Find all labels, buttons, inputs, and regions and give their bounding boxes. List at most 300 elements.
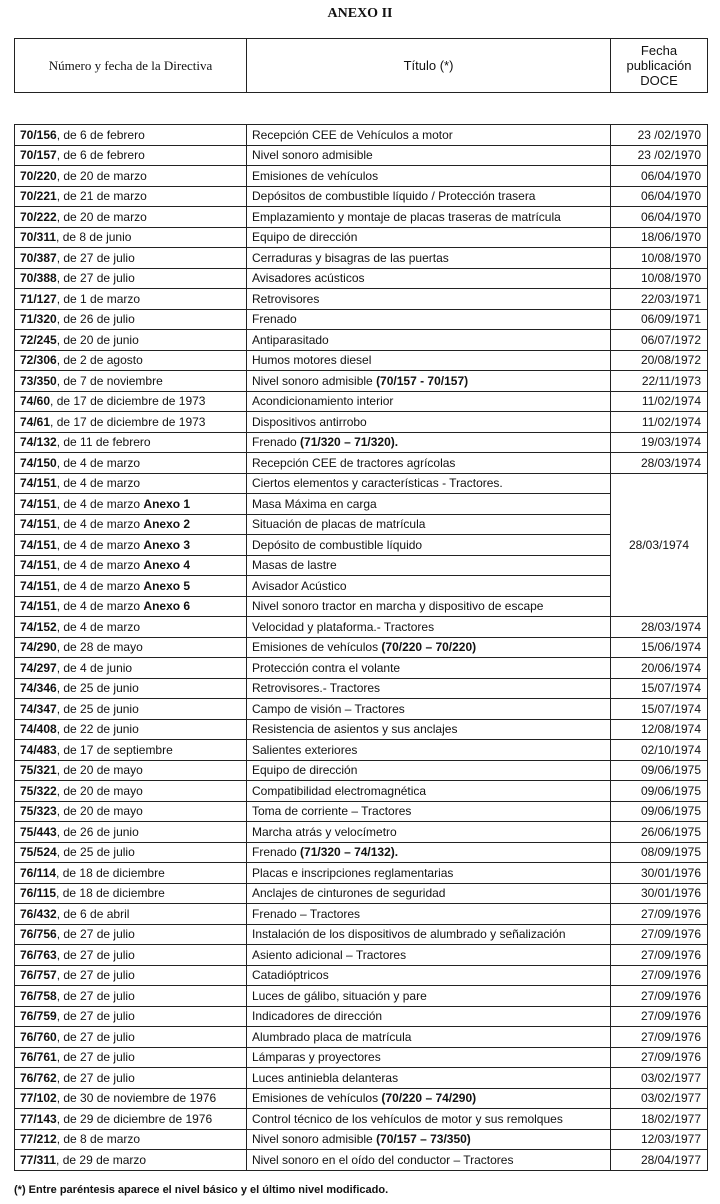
- directive-date: , de 27 de julio: [56, 250, 135, 265]
- title-cell: [247, 412, 611, 433]
- directive-title: Frenado: [252, 845, 301, 860]
- title-cell: [247, 801, 611, 822]
- directive-date: , de 29 de diciembre de 1976: [56, 1111, 213, 1126]
- directive-date: , de 17 de diciembre de 1973: [50, 394, 206, 409]
- directive-title: Equipo de dirección: [252, 763, 358, 778]
- directive-number: 72/306: [20, 353, 57, 368]
- directive-title: Frenado – Tractores: [252, 906, 361, 921]
- directive-number: 75/323: [20, 804, 57, 819]
- directive-cell: [15, 740, 247, 761]
- directive-title: Nivel sonoro en el oído del conductor – Tractores: [252, 1152, 514, 1167]
- directive-date: , de 6 de febrero: [56, 148, 145, 163]
- title-cell: [247, 883, 611, 904]
- table-row: [15, 268, 708, 289]
- directive-cell: [15, 822, 247, 843]
- directive-annex: Anexo 1: [143, 496, 191, 511]
- directive-title: Antiparasitado: [252, 332, 329, 347]
- title-cell: [247, 965, 611, 986]
- directive-annex: Anexo 2: [143, 517, 191, 532]
- directive-title: Avisadores acústicos: [252, 271, 365, 286]
- table-row: [15, 412, 708, 433]
- directive-cell: [15, 350, 247, 371]
- publication-date: 19/03/1974: [611, 432, 708, 453]
- directive-number: 71/320: [20, 312, 57, 327]
- table-row: [15, 391, 708, 412]
- table-row: [15, 658, 708, 679]
- title-cell: [247, 268, 611, 289]
- directive-date: , de 27 de julio: [56, 1050, 135, 1065]
- directive-number: 74/151: [20, 496, 57, 511]
- directive-number: 70/156: [20, 127, 57, 142]
- directive-date: , de 17 de septiembre: [56, 742, 173, 757]
- title-cell: [247, 125, 611, 146]
- title-cell: [247, 822, 611, 843]
- title-cell: [247, 740, 611, 761]
- directive-date: , de 4 de junio: [56, 660, 133, 675]
- publication-date: 06/09/1971: [611, 309, 708, 330]
- directive-date: , de 20 de mayo: [56, 763, 143, 778]
- directive-number: 74/60: [20, 394, 51, 409]
- directive-title: Ciertos elementos y características - Tractores.: [252, 476, 503, 491]
- table-row: [15, 227, 708, 248]
- directive-date: , de 20 de mayo: [56, 783, 143, 798]
- publication-date: 02/10/1974: [611, 740, 708, 761]
- directive-title: Emisiones de vehículos: [252, 1091, 382, 1106]
- directive-number: 77/212: [20, 1132, 57, 1147]
- title-cell: [247, 1047, 611, 1068]
- directive-date: , de 27 de julio: [56, 1029, 135, 1044]
- directive-title: Compatibilidad electromagnética: [252, 783, 427, 798]
- title-cell: [247, 432, 611, 453]
- publication-date: 08/09/1975: [611, 842, 708, 863]
- directive-cell: [15, 1109, 247, 1130]
- publication-date: 12/08/1974: [611, 719, 708, 740]
- title-cell: [247, 719, 611, 740]
- directive-number: 70/157: [20, 148, 57, 163]
- directive-number: 74/151: [20, 476, 57, 491]
- table-row: [15, 1068, 708, 1089]
- publication-date: 28/03/1974: [611, 453, 708, 474]
- directive-cell: [15, 248, 247, 269]
- directive-annex: Anexo 3: [143, 537, 191, 552]
- directive-number: 76/757: [20, 968, 57, 983]
- header-pub-line1: Fecha: [640, 43, 678, 58]
- title-cell: [247, 555, 611, 576]
- title-cell: [247, 924, 611, 945]
- directive-date: , de 2 de agosto: [56, 353, 143, 368]
- table-row: [15, 904, 708, 925]
- directive-number: 70/311: [20, 230, 57, 245]
- directive-date: , de 6 de febrero: [56, 127, 145, 142]
- title-cell: [247, 617, 611, 638]
- directive-title: Nivel sonoro admisible: [252, 1132, 377, 1147]
- directive-date: , de 4 de marzo: [56, 578, 144, 593]
- title-cell: [247, 1129, 611, 1150]
- directive-title: Depósitos de combustible líquido / Protección trasera: [252, 189, 536, 204]
- directive-cell: [15, 842, 247, 863]
- directive-title: Anclajes de cinturones de seguridad: [252, 886, 446, 901]
- table-row: [15, 350, 708, 371]
- table-row: [15, 1109, 708, 1130]
- table-row: [15, 186, 708, 207]
- publication-date: 06/04/1970: [611, 166, 708, 187]
- directive-cell: [15, 227, 247, 248]
- publication-date: 10/08/1970: [611, 248, 708, 269]
- level-reference: (70/157 - 70/157): [376, 373, 469, 388]
- title-cell: [247, 186, 611, 207]
- directive-cell: [15, 863, 247, 884]
- directive-number: 77/143: [20, 1111, 57, 1126]
- directive-number: 75/524: [20, 845, 57, 860]
- directive-title: Luces de gálibo, situación y pare: [252, 988, 427, 1003]
- table-row: [15, 248, 708, 269]
- title-cell: [247, 576, 611, 597]
- publication-date: 23 /02/1970: [611, 125, 708, 146]
- directive-number: 74/151: [20, 558, 57, 573]
- table-row: [15, 883, 708, 904]
- publication-date: 15/07/1974: [611, 699, 708, 720]
- directive-date: , de 27 de julio: [56, 1009, 135, 1024]
- directive-number: 74/151: [20, 578, 57, 593]
- directive-title: Nivel sonoro admisible: [252, 373, 377, 388]
- directive-title: Indicadores de dirección: [252, 1009, 383, 1024]
- directive-date: , de 4 de marzo: [56, 496, 144, 511]
- directive-cell: [15, 432, 247, 453]
- header-pub-line3: DOCE: [640, 73, 678, 88]
- level-reference: (70/157 – 73/350): [376, 1132, 471, 1147]
- directive-cell: [15, 1129, 247, 1150]
- title-cell: [247, 514, 611, 535]
- table-row: [15, 678, 708, 699]
- publication-date: 27/09/1976: [611, 986, 708, 1007]
- publication-date: 09/06/1975: [611, 801, 708, 822]
- directive-cell: [15, 453, 247, 474]
- publication-date: 18/02/1977: [611, 1109, 708, 1130]
- directive-cell: [15, 371, 247, 392]
- table-row: [15, 330, 708, 351]
- directive-title: Nivel sonoro admisible: [252, 148, 373, 163]
- table-row: [15, 1047, 708, 1068]
- title-cell: [247, 863, 611, 884]
- table-row: [15, 145, 708, 166]
- directive-date: , de 6 de abril: [56, 906, 130, 921]
- directive-title: Asiento adicional – Tractores: [252, 947, 407, 962]
- directive-cell: [15, 883, 247, 904]
- table-row: [15, 371, 708, 392]
- publication-date: 06/04/1970: [611, 186, 708, 207]
- directive-number: 71/127: [20, 291, 57, 306]
- directive-number: 74/483: [20, 742, 57, 757]
- directive-cell: [15, 904, 247, 925]
- directive-cell: [15, 1150, 247, 1171]
- directive-date: , de 25 de julio: [56, 845, 135, 860]
- directive-number: 74/346: [20, 681, 57, 696]
- directive-cell: [15, 412, 247, 433]
- directive-title: Avisador Acústico: [252, 578, 347, 593]
- publication-date: 10/08/1970: [611, 268, 708, 289]
- title-cell: [247, 658, 611, 679]
- directive-title: Dispositivos antirrobo: [252, 414, 367, 429]
- directive-cell: [15, 289, 247, 310]
- footnote: (*) Entre paréntesis aparece el nivel básico y el último nivel modificado.: [14, 1184, 389, 1196]
- directive-number: 76/756: [20, 927, 57, 942]
- directive-number: 75/322: [20, 783, 57, 798]
- publication-date: 03/02/1977: [611, 1068, 708, 1089]
- directive-cell: [15, 1047, 247, 1068]
- header-title: Título (*): [247, 39, 611, 93]
- table-row: [15, 1150, 708, 1171]
- publication-date: 26/06/1975: [611, 822, 708, 843]
- directive-cell: [15, 1027, 247, 1048]
- table-row: [15, 945, 708, 966]
- directive-number: 74/150: [20, 455, 57, 470]
- directive-number: 76/762: [20, 1070, 57, 1085]
- publication-date: 30/01/1976: [611, 863, 708, 884]
- title-cell: [247, 330, 611, 351]
- title-cell: [247, 494, 611, 515]
- directive-title: Alumbrado placa de matrícula: [252, 1029, 412, 1044]
- table-row: [15, 596, 708, 617]
- directive-cell: [15, 473, 247, 494]
- publication-date: 27/09/1976: [611, 1006, 708, 1027]
- publication-date: 03/02/1977: [611, 1088, 708, 1109]
- title-cell: [247, 678, 611, 699]
- directive-title: Depósito de combustible líquido: [252, 537, 423, 552]
- directive-date: , de 22 de junio: [56, 722, 139, 737]
- directive-title: Instalación de los dispositivos de alumbrado y señalización: [252, 927, 566, 942]
- table-row: [15, 432, 708, 453]
- directive-cell: [15, 309, 247, 330]
- directive-number: 76/760: [20, 1029, 57, 1044]
- table-row: [15, 781, 708, 802]
- title-cell: [247, 453, 611, 474]
- directive-title: Salientes exteriores: [252, 742, 358, 757]
- publication-date: 28/03/1974: [611, 473, 708, 617]
- table-row: [15, 1088, 708, 1109]
- title-cell: [247, 166, 611, 187]
- directive-number: 77/311: [20, 1152, 57, 1167]
- directive-number: 74/151: [20, 537, 57, 552]
- directive-date: , de 4 de marzo: [56, 517, 144, 532]
- directive-cell: [15, 678, 247, 699]
- directive-title: Retrovisores: [252, 291, 320, 306]
- directive-cell: [15, 186, 247, 207]
- directive-title: Toma de corriente – Tractores: [252, 804, 412, 819]
- directive-title: Emplazamiento y montaje de placas traseras de matrícula: [252, 209, 561, 224]
- directive-title: Equipo de dirección: [252, 230, 358, 245]
- publication-date: 28/04/1977: [611, 1150, 708, 1171]
- table-row: [15, 740, 708, 761]
- title-cell: [247, 391, 611, 412]
- directive-annex: Anexo 5: [143, 578, 191, 593]
- directive-number: 70/220: [20, 168, 57, 183]
- publication-date: 30/01/1976: [611, 883, 708, 904]
- table-row: [15, 719, 708, 740]
- title-cell: [247, 309, 611, 330]
- table-row: [15, 801, 708, 822]
- directive-date: , de 18 de diciembre: [56, 886, 165, 901]
- title-cell: [247, 350, 611, 371]
- publication-date: 15/06/1974: [611, 637, 708, 658]
- directive-cell: [15, 945, 247, 966]
- directive-date: , de 29 de marzo: [56, 1152, 147, 1167]
- table-row: [15, 576, 708, 597]
- directive-date: , de 4 de marzo: [56, 558, 144, 573]
- directive-title: Frenado: [252, 435, 301, 450]
- directive-title: Masa Máxima en carga: [252, 496, 377, 511]
- directive-title: Frenado: [252, 312, 297, 327]
- directive-date: , de 21 de marzo: [56, 189, 147, 204]
- directives-table: [14, 124, 708, 1171]
- directive-number: 72/245: [20, 332, 57, 347]
- directive-number: 70/221: [20, 189, 57, 204]
- directive-date: , de 27 de julio: [56, 271, 135, 286]
- directive-cell: [15, 494, 247, 515]
- directive-title: Campo de visión – Tractores: [252, 701, 405, 716]
- directive-number: 76/432: [20, 906, 57, 921]
- directive-date: , de 20 de marzo: [56, 168, 147, 183]
- publication-date: 27/09/1976: [611, 924, 708, 945]
- publication-date: 27/09/1976: [611, 1047, 708, 1068]
- directive-number: 75/321: [20, 763, 57, 778]
- title-cell: [247, 945, 611, 966]
- table-row: [15, 617, 708, 638]
- title-cell: [247, 1068, 611, 1089]
- directive-date: , de 20 de mayo: [56, 804, 143, 819]
- title-cell: [247, 1088, 611, 1109]
- publication-date: 20/08/1972: [611, 350, 708, 371]
- directive-number: 74/132: [20, 435, 57, 450]
- publication-date: 09/06/1975: [611, 760, 708, 781]
- directive-date: , de 27 de julio: [56, 1070, 135, 1085]
- directive-title: Recepción CEE de tractores agrícolas: [252, 455, 456, 470]
- directive-number: 76/114: [20, 865, 57, 880]
- directive-number: 77/102: [20, 1091, 57, 1106]
- directive-date: , de 18 de diciembre: [56, 865, 165, 880]
- publication-date: 20/06/1974: [611, 658, 708, 679]
- directive-date: , de 25 de junio: [56, 701, 139, 716]
- table-row: [15, 760, 708, 781]
- title-cell: [247, 289, 611, 310]
- directive-cell: [15, 617, 247, 638]
- directive-cell: [15, 514, 247, 535]
- directive-date: , de 8 de marzo: [56, 1132, 141, 1147]
- directive-title: Humos motores diesel: [252, 353, 372, 368]
- directive-date: , de 25 de junio: [56, 681, 139, 696]
- directive-title: Resistencia de asientos y sus anclajes: [252, 722, 458, 737]
- directive-number: 74/297: [20, 660, 57, 675]
- directive-date: , de 4 de marzo: [56, 476, 141, 491]
- directive-number: 76/759: [20, 1009, 57, 1024]
- directive-title: Control técnico de los vehículos de motor y sus remolques: [252, 1111, 563, 1126]
- directive-title: Velocidad y plataforma.- Tractores: [252, 619, 435, 634]
- level-reference: (70/220 – 70/220): [381, 640, 477, 655]
- directive-cell: [15, 658, 247, 679]
- directive-title: Emisiones de vehículos: [252, 640, 382, 655]
- directive-date: , de 4 de marzo: [56, 455, 141, 470]
- table-row: [15, 965, 708, 986]
- table-row: [15, 822, 708, 843]
- table-row: [15, 1129, 708, 1150]
- directive-cell: [15, 125, 247, 146]
- title-cell: [247, 473, 611, 494]
- directive-cell: [15, 1068, 247, 1089]
- table-row: [15, 453, 708, 474]
- directive-title: Retrovisores.- Tractores: [252, 681, 381, 696]
- directive-title: Situación de placas de matrícula: [252, 517, 426, 532]
- level-reference: (70/220 – 74/290): [381, 1091, 477, 1106]
- directive-number: 74/61: [20, 414, 51, 429]
- publication-date: 11/02/1974: [611, 391, 708, 412]
- table-row: [15, 166, 708, 187]
- table-row: [15, 863, 708, 884]
- page-title: ANEXO II: [327, 6, 393, 21]
- directive-cell: [15, 965, 247, 986]
- directive-number: 76/763: [20, 947, 57, 962]
- table-row: [15, 986, 708, 1007]
- publication-date: 12/03/1977: [611, 1129, 708, 1150]
- directive-date: , de 27 de julio: [56, 988, 135, 1003]
- directive-annex: Anexo 6: [143, 599, 191, 614]
- publication-date: 27/09/1976: [611, 945, 708, 966]
- directive-title: Recepción CEE de Vehículos a motor: [252, 127, 453, 142]
- directive-date: , de 27 de julio: [56, 947, 135, 962]
- directive-number: 73/350: [20, 373, 57, 388]
- level-reference: (71/320 – 71/320).: [300, 435, 399, 450]
- title-cell: [247, 535, 611, 556]
- table-row: [15, 514, 708, 535]
- title-cell: [247, 904, 611, 925]
- directive-cell: [15, 166, 247, 187]
- directive-cell: [15, 699, 247, 720]
- directive-cell: [15, 207, 247, 228]
- directive-date: , de 7 de noviembre: [56, 373, 163, 388]
- directive-date: , de 27 de julio: [56, 927, 135, 942]
- publication-date: 23 /02/1970: [611, 145, 708, 166]
- publication-date: 09/06/1975: [611, 781, 708, 802]
- title-cell: [247, 227, 611, 248]
- directive-number: 70/387: [20, 250, 57, 265]
- directive-title: Protección contra el volante: [252, 660, 401, 675]
- publication-date: 27/09/1976: [611, 1027, 708, 1048]
- directive-title: Catadióptricos: [252, 968, 329, 983]
- directive-number: 74/347: [20, 701, 57, 716]
- directive-cell: [15, 576, 247, 597]
- title-cell: [247, 1150, 611, 1171]
- directive-cell: [15, 781, 247, 802]
- directive-cell: [15, 1088, 247, 1109]
- table-row: [15, 637, 708, 658]
- directive-cell: [15, 719, 247, 740]
- table-row: [15, 494, 708, 515]
- directive-cell: [15, 268, 247, 289]
- title-cell: [247, 371, 611, 392]
- directive-date: , de 26 de julio: [56, 312, 135, 327]
- directive-date: , de 1 de marzo: [56, 291, 141, 306]
- publication-date: 27/09/1976: [611, 965, 708, 986]
- directive-title: Emisiones de vehículos: [252, 168, 379, 183]
- directive-cell: [15, 986, 247, 1007]
- directive-cell: [15, 637, 247, 658]
- title-cell: [247, 842, 611, 863]
- title-cell: [247, 781, 611, 802]
- directive-date: , de 11 de febrero: [56, 435, 151, 450]
- table-row: [15, 1006, 708, 1027]
- publication-date: 28/03/1974: [611, 617, 708, 638]
- directive-cell: [15, 391, 247, 412]
- directive-cell: [15, 596, 247, 617]
- directive-cell: [15, 555, 247, 576]
